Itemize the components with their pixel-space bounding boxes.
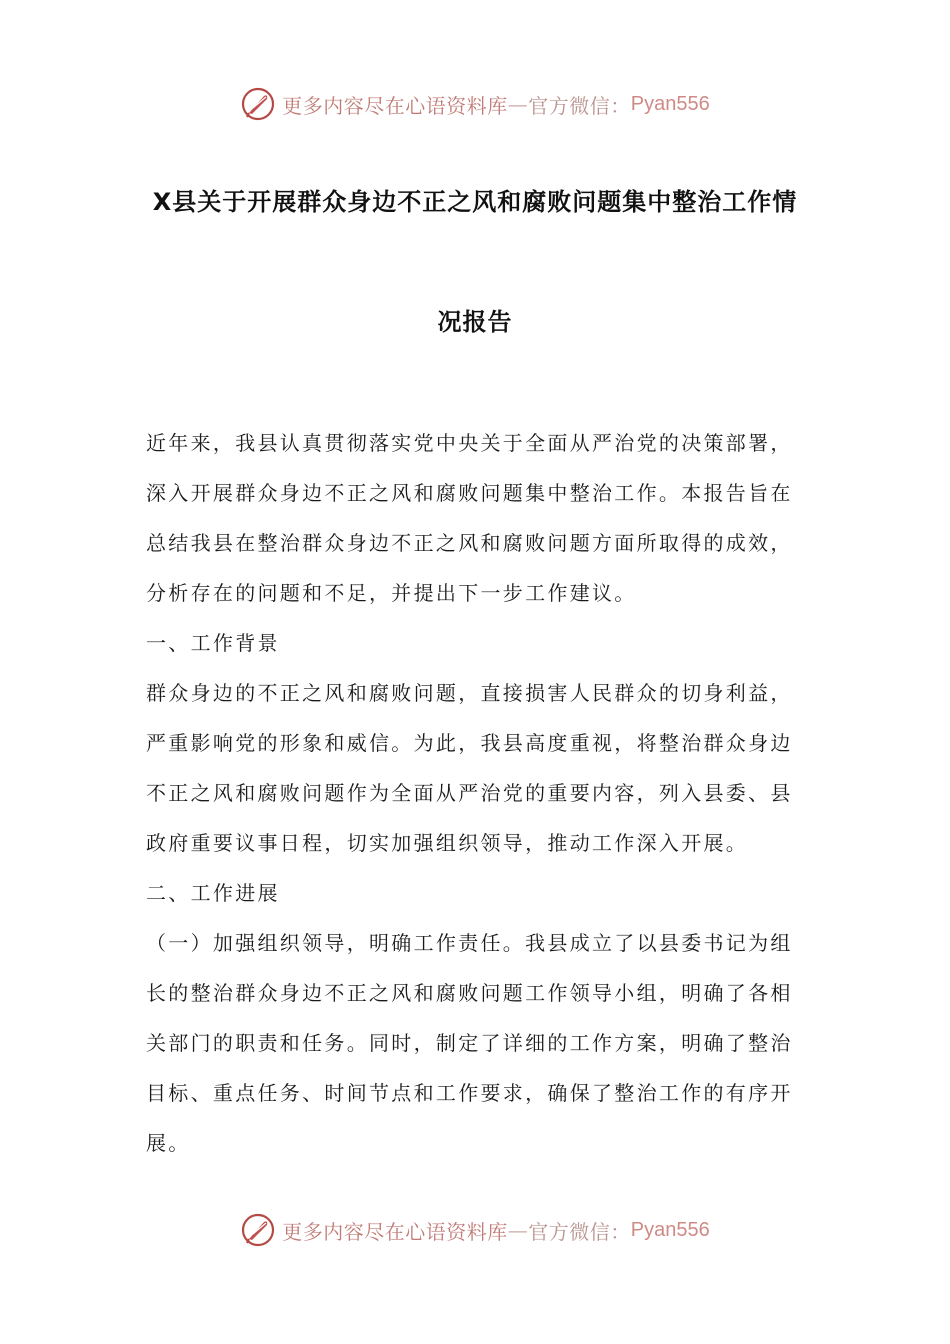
watermark-wechat-id: Pyan556 [630, 92, 710, 115]
watermark-separator: — [507, 1218, 529, 1242]
quill-pen-logo-icon [240, 86, 276, 122]
watermark-text: 更多内容尽在心语资料库 [282, 93, 508, 118]
intro-paragraph: 近年来，我县认真贯彻落实党中央关于全面从严治党的决策部署，深入开展群众身边不正之风和腐败问题集中整治工作。本报告旨在总结我县在整治群众身边不正之风和腐败问题方面所取得的成效，分析存在的问题和不足，并提出下一步工作建议。 [146, 431, 793, 605]
background-paragraph: 群众身边的不正之风和腐败问题，直接损害人民群众的切身利益，严重影响党的形象和威信。为此，我县高度重视，将整治群众身边不正之风和腐败问题作为全面从严治党的重要内容，列入县委、县政府重要议事日程，切实加强组织领导，推动工作深入开展。 [146, 681, 793, 855]
footer-watermark [0, 1210, 950, 1250]
quill-pen-logo-icon [240, 1212, 276, 1248]
progress-paragraph-1: （一）加强组织领导，明确工作责任。我县成立了以县委书记为组长的整治群众身边不正之风和腐败问题工作领导小组，明确了各相关部门的职责和任务。同时，制定了详细的工作方案，明确了整治目标、重点任务、时间节点和工作要求，确保了整治工作的有序开展。 [146, 931, 793, 1155]
watermark-text: 更多内容尽在心语资料库 [282, 1219, 508, 1244]
document-title-line-2: 况报告 [437, 308, 513, 336]
watermark-wechat-id: Pyan556 [630, 1218, 710, 1241]
section-heading-background: 一、工作背景 [146, 631, 280, 655]
watermark-separator: — [507, 92, 529, 116]
section-heading-progress: 二、工作进展 [146, 881, 280, 905]
watermark-official-label: 官方微信： [528, 1219, 631, 1244]
document-body [146, 418, 806, 1168]
watermark-official-label: 官方微信： [528, 93, 631, 118]
header-watermark [0, 84, 950, 124]
document-title-line-1: X县关于开展群众身边不正之风和腐败问题集中整治工作情 [152, 188, 798, 216]
